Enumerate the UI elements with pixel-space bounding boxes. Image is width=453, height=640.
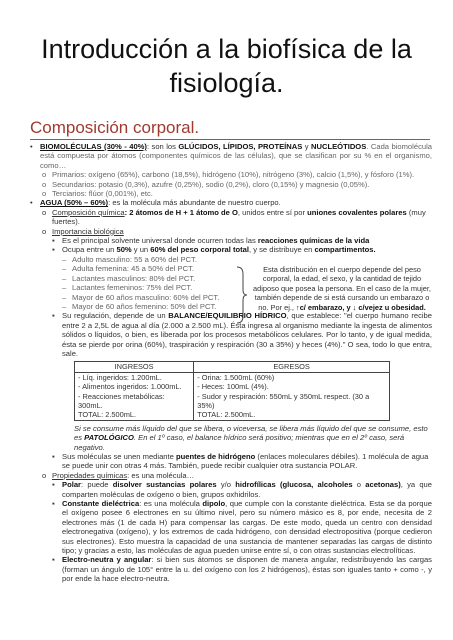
table-header: INGRESOS	[75, 362, 194, 372]
bold-span: : 2 átomos de H + 1 átomo de O	[124, 207, 238, 217]
bold-span: hidrofílicas (glucosa, alcoholes	[235, 480, 353, 490]
list-item-text: Adulta femenina: 45 a 50% del PCT.	[72, 264, 194, 274]
list-item-text: Lactantes femeninos: 75% del PCT.	[72, 283, 193, 293]
text-span: (enlaces moleculares débiles). 1 molécula de agua se puede unir con otras 4 más. También, puede recibir cualquier otra sustancia POLAR.	[62, 452, 429, 471]
square-bullet-icon: ▪	[52, 245, 55, 255]
text-span: , que cumple con la constante dieléctrica. Esta se da porque el oxígeno posee 6 electrones en su último nivel, pero su número másico es 8, por ende, necesita de 2 electrones más (1 de cada H) para compensar las cargas. De este modo, queda un centro con densidad electronegativa (oxígeno), y los extremos de cada hidrógeno, con densidad electropositiva (porque cedieron sus electrones). Esto muestra la capacidad de una sustancia de mantener separadas las cargas de distinto tipo; y gracias a esto, las moléculas de agua pueden unirse entre sí, o con otras sustancias electrolíticas.	[62, 499, 432, 556]
table-row	[75, 382, 390, 391]
subheading: Composición química	[52, 207, 125, 217]
circle-bullet-icon: o	[42, 207, 47, 217]
text-span: Ocupa entre un	[62, 245, 117, 255]
curly-brace-icon	[235, 266, 247, 324]
text-span: y/o	[216, 480, 236, 490]
bold-span: compartimentos.	[314, 245, 376, 255]
pathology-note	[30, 424, 432, 452]
title-line-2: fisiología.	[169, 68, 284, 98]
text-span: . Cada biomolécula está compuesta por átomos (componentes químicos de las células), que se clasifican por su % en el organismo, como…	[40, 142, 432, 170]
table-cell: - Orina: 1.500mL (60%)	[194, 372, 390, 382]
agua-label: AGUA (50% – 60%)	[40, 198, 109, 208]
list-item-text: Secundarios: potasio (0,3%), azufre (0,25%), sodio (0,2%), cloro (0,15%) y magnesio (0,05%).	[52, 179, 370, 189]
subheading: Importancia biológica	[52, 226, 124, 236]
list-item-text: Terciarios: flúor (0,001%), etc.	[52, 189, 153, 199]
bold-span: BALANCE/EQUILIBRIO HÍDRICO	[168, 311, 287, 321]
bold-span: disolver sustancias polares	[112, 480, 217, 490]
text-span: : si bien sus átomos se disponen de manera angular, redistribuyendo las cargas (forman un ángulo de 105° entre la u. del oxígeno con los 2 hidrógenos), éstas son iguales tanto + como -, y por ende la hace electro-neutra.	[62, 555, 432, 584]
dash-bullet-icon: –	[62, 264, 67, 274]
table-cell: TOTAL: 2.500mL.	[194, 410, 390, 420]
text-span: o	[352, 480, 366, 490]
agua-paragraph	[30, 198, 432, 207]
dash-bullet-icon: –	[62, 283, 67, 293]
table-row	[75, 392, 390, 411]
square-bullet-icon: ▪	[52, 555, 55, 565]
text-span: , y se distribuye en	[249, 245, 315, 255]
bold-span: puentes de hidrógeno	[175, 452, 256, 461]
table-header: EGRESOS	[194, 362, 390, 372]
text-span: y	[302, 142, 312, 151]
list-item	[30, 236, 432, 245]
list-item	[30, 227, 432, 236]
bullet-icon: •	[30, 198, 33, 208]
table-row	[75, 372, 390, 382]
list-item	[30, 499, 432, 555]
text-span: : son los	[146, 142, 179, 151]
bold-span: Constante dieléctrica	[62, 499, 140, 509]
text-span: , unidos entre sí por	[237, 207, 308, 217]
bold-span: ↑c/ embarazo, y ↓ c/vejez u obesidad.	[296, 302, 426, 312]
text-span: Es el principal solvente universal donde ocurren todas las	[62, 236, 258, 246]
bold-span: Electro-neutra y angular	[62, 555, 152, 565]
table-cell: - Heces: 100mL (4%).	[194, 382, 390, 391]
list-item-text: Lactantes masculinos: 80% del PCT.	[72, 273, 196, 283]
bullet-icon: •	[30, 142, 33, 151]
subheading: Propiedades químicas	[52, 470, 128, 480]
section-heading: Composición corporal.	[30, 118, 200, 137]
list-item	[30, 208, 432, 227]
dash-bullet-icon: –	[62, 292, 67, 302]
list-item	[30, 555, 432, 583]
text-span: , ya que comparten moléculas de oxígeno o bien, grupos oxhidrilos.	[62, 480, 432, 499]
list-item	[30, 480, 432, 499]
bold-span: Polar	[62, 480, 81, 490]
table-cell: TOTAL: 2.500mL.	[75, 410, 194, 420]
dash-bullet-icon: –	[62, 254, 67, 264]
title-line-1: Introducción a la biofísica de la	[41, 34, 412, 64]
text-span: (muy fuertes).	[52, 207, 426, 227]
table-cell: - Alimentos ingeridos: 1.000mL.	[75, 382, 194, 391]
table-cell: - Reacciones metabólicas: 300mL.	[75, 392, 194, 411]
text-span: Su regulación, depende de un	[62, 311, 169, 321]
list-item	[30, 180, 432, 189]
document-body	[30, 142, 432, 584]
circle-bullet-icon: o	[42, 179, 47, 189]
square-bullet-icon: ▪	[52, 499, 55, 509]
list-item	[30, 471, 432, 480]
circle-bullet-icon: o	[42, 470, 47, 480]
section-divider	[30, 139, 430, 140]
bold-span: dipolo	[202, 499, 226, 509]
water-balance-table	[74, 361, 390, 420]
biomoleculas-paragraph	[30, 142, 432, 170]
bold-span: reacciones químicas de la vida	[257, 236, 370, 246]
text-span: : es una molécula	[139, 499, 203, 509]
list-item	[30, 452, 432, 471]
list-item-text: Mayor de 60 años femenino: 50% del PCT.	[72, 301, 217, 311]
circle-bullet-icon: o	[42, 189, 47, 199]
text-span: y un	[131, 245, 151, 255]
circle-bullet-icon: o	[42, 226, 47, 236]
bold-span: 50%	[116, 245, 132, 255]
text-span: : es la molécula más abundante de nuestro cuerpo.	[108, 198, 281, 208]
table-cell: - Líq. ingeridos: 1.200mL.	[75, 372, 194, 382]
list-item	[30, 170, 432, 179]
square-bullet-icon: ▪	[52, 452, 55, 461]
page-title	[0, 32, 453, 100]
biomoleculas-label: BIOMOLÉCULAS (30% - 40%)	[40, 142, 147, 151]
bold-span: NUCLEÓTIDOS	[311, 142, 367, 151]
table-row	[75, 410, 390, 420]
text-span: : puede	[81, 480, 113, 490]
bold-span: uniones covalentes polares	[307, 207, 407, 217]
circle-bullet-icon: o	[42, 170, 47, 180]
list-item-text: Adulto masculino: 55 a 60% del PCT.	[72, 254, 197, 264]
list-item	[30, 311, 432, 358]
bold-span: acetonas)	[365, 480, 401, 490]
bold-span: PATOLÓGICO	[84, 433, 134, 443]
distribution-note	[253, 265, 431, 312]
text-span: Esta distribución en el cuerpo depende del peso corporal, la edad, el sexo, y la cantidad de tejido adiposo que posea la persona. En el caso de la mujer, también depende de si está cursando un embarazo o no. Por ej.,	[253, 265, 431, 312]
dash-bullet-icon: –	[62, 301, 67, 311]
text-span: . En el 1º caso, el balance hídrico será positivo; mientras que en el 2º caso, será negativo.	[74, 433, 405, 452]
list-item-text: Primarios: oxígeno (65%), carbono (18,5%), hidrógeno (10%), nitrógeno (3%), calcio (1,5%), y fósforo (1%).	[52, 170, 415, 180]
text-span: Sus moléculas se unen mediante	[62, 452, 176, 461]
text-span: Si se consume más líquido del que se libera, o viceversa, se libera más líquido del que se consume, esto es	[74, 423, 428, 443]
square-bullet-icon: ▪	[52, 480, 55, 490]
list-item	[30, 189, 432, 198]
list-item-text: Mayor de 60 años masculino: 60% del PCT.	[72, 292, 220, 302]
text-span: : es una molécula…	[127, 470, 195, 480]
bold-span: 60% del peso corporal total	[150, 245, 249, 255]
bold-span: GLÚCIDOS, LÍPIDOS, PROTEÍNAS	[178, 142, 303, 151]
square-bullet-icon: ▪	[52, 311, 55, 321]
list-item	[30, 245, 432, 254]
square-bullet-icon: ▪	[52, 236, 55, 246]
table-header-row	[75, 362, 390, 372]
list-item	[30, 255, 432, 264]
text-span: , que establece: "el cuerpo humano recibe entre 2 a 2,5L de agua al día (2.000 a 2.500 mL). Ésta ingresa al organismo mediante la ingesta de alimentos sólidos o líquidos, o bien, es liberada por los procesos metabólicos celulares. Por lo tanto, y de igual medida, ésta se pierde por orina (60%), traspiración y respiración (30 a 35%) y heces (4%)." O sea, todo lo que entra, sale.	[62, 311, 432, 358]
table-cell: - Sudor y respiración: 550mL y 350mL respect. (30 a 35%)	[194, 392, 390, 411]
dash-bullet-icon: –	[62, 273, 67, 283]
